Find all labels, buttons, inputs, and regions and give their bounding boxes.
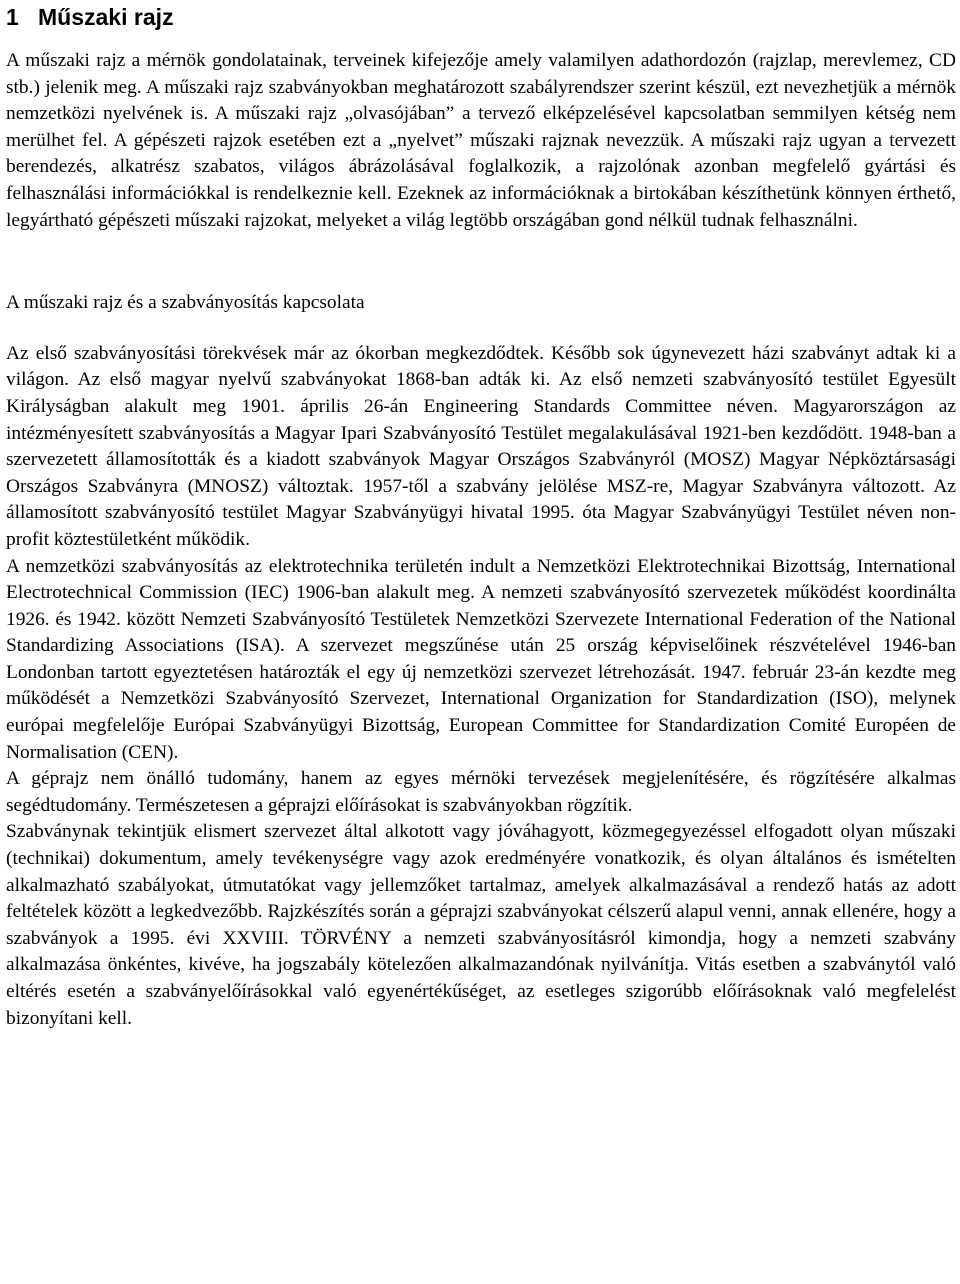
section-heading: A műszaki rajz és a szabványosítás kapcsolata <box>6 292 365 314</box>
section-paragraph-international: A nemzetközi szabványosítás az elektrotechnika területén indult a Nemzetközi Elektrotechnikai Bizottság, International Electrotechnical Commission (IEC) 1906-ban alakult meg. A nemzeti szabványosító szervezetek működést koordinálta 1926. és 1942. között Nemzeti Szabványosító Testületek Nemzetközi Szervezete International Federation of the National Standardizing Associations (ISA). A szervezet megszűnése után 25 ország képviselőinek részvételével 1946-ban Londonban tartott egyeztetésen határozták el egy új nemzetközi szervezet létrehozását. 1947. február 23-án kezdte meg működését a Nemzetközi Szabványosító Szervezet, International Organization for Standardization (ISO), melynek európai megfelelője Európai Szabványügyi Bizottság, European Committee for Standardization Comité Européen de Normalisation (CEN). <box>6 555 956 763</box>
chapter-heading <box>6 0 956 34</box>
chapter-number: 1 <box>6 4 19 30</box>
section-paragraph-geprajz: A géprajz nem önálló tudomány, hanem az egyes mérnöki tervezések megjelenítésére, és rögzítésére alkalmas segédtudomány. Természetesen a géprajzi előírásokat is szabványokban rögzítik. <box>6 768 956 816</box>
section-paragraph-history: Az első szabványosítási törekvések már az ókorban megkezdődtek. Később sok úgynevezett házi szabványt adtak ki a világon. Az első magyar nyelvű szabványokat 1868-ban adták ki. Az első nemzeti szabványosító testület Egyesült Királyságban alakult meg 1901. április 26-án Engineering Standards Committee néven. Magyarországon az intézményesített szabványosítás a Magyar Ipari Szabványosító Testület megalakulásával 1921-ben kezdődött. 1948-ban a szervezetett államosították és a kiadott szabványok Magyar Országos Szabványról (MOSZ) Magyar Népköztársasági Országos Szabványra (MNOSZ) változtak. 1957-től a szabvány jelölése MSZ-re, Magyar Szabványra változott. Az államosított szabványosító testület Magyar Szabványügyi hivatal 1995. óta Magyar Szabványügyi Testület néven non-profit köztestületként működik. <box>6 342 956 550</box>
intro-paragraph: A műszaki rajz a mérnök gondolatainak, terveinek kifejezője amely valamilyen adathordozón (rajzlap, merevlemez, CD stb.) jelenik meg. A műszaki rajz szabványokban meghatározott szabályrendszer szerint készül, ezt nevezhetjük a mérnök nemzetközi nyelvének is. A műszaki rajz „olvasójában” a tervező elképzelésével kapcsolatban semmilyen kétség nem merülhet fel. A gépészeti rajzok esetében ezt a „nyelvet” műszaki rajznak nevezzük. A műszaki rajz ugyan a tervezett berendezés, alkatrész szabatos, világos ábrázolásával foglalkozik, a rajzolónak azonban megfelelő gyártási és felhasználási információkkal is rendelkeznie kell. Ezeknek az információknak a birtokában készíthetünk könnyen érthető, legyártható gépészeti műszaki rajzokat, melyeket a világ legtöbb országában gond nélkül tudnak felhasználni. <box>6 50 956 231</box>
section-paragraph-definition: Szabványnak tekintjük elismert szervezet által alkotott vagy jóváhagyott, közmegegyezéssel elfogadott olyan műszaki (technikai) dokumentum, amely tevékenységre vagy azok eredményére vonatkozik, és olyan általános és ismételten alkalmazható szabályokat, útmutatókat vagy jellemzőket tartalmaz, amelyek alkalmazásával a rendező hatás az adott feltételek között a legkedvezőbb. Rajzkészítés során a géprajzi szabványokat célszerű alapul venni, annak ellenére, hogy a szabványok a 1995. évi XXVIII. TÖRVÉNY a nemzeti szabványosításról kimondja, hogy a nemzeti szabvány alkalmazása önkéntes, kivéve, ha jogszabály kötelezően alkalmazandónak nyilvánítja. Vitás esetben a szabványtól való eltérés esetén a szabványelőírásokkal való egyenértékűséget, az esetleges szigorúbb előírásoknak való megfelelést bizonyítani kell. <box>6 821 956 1029</box>
chapter-title: Műszaki rajz <box>38 4 174 30</box>
